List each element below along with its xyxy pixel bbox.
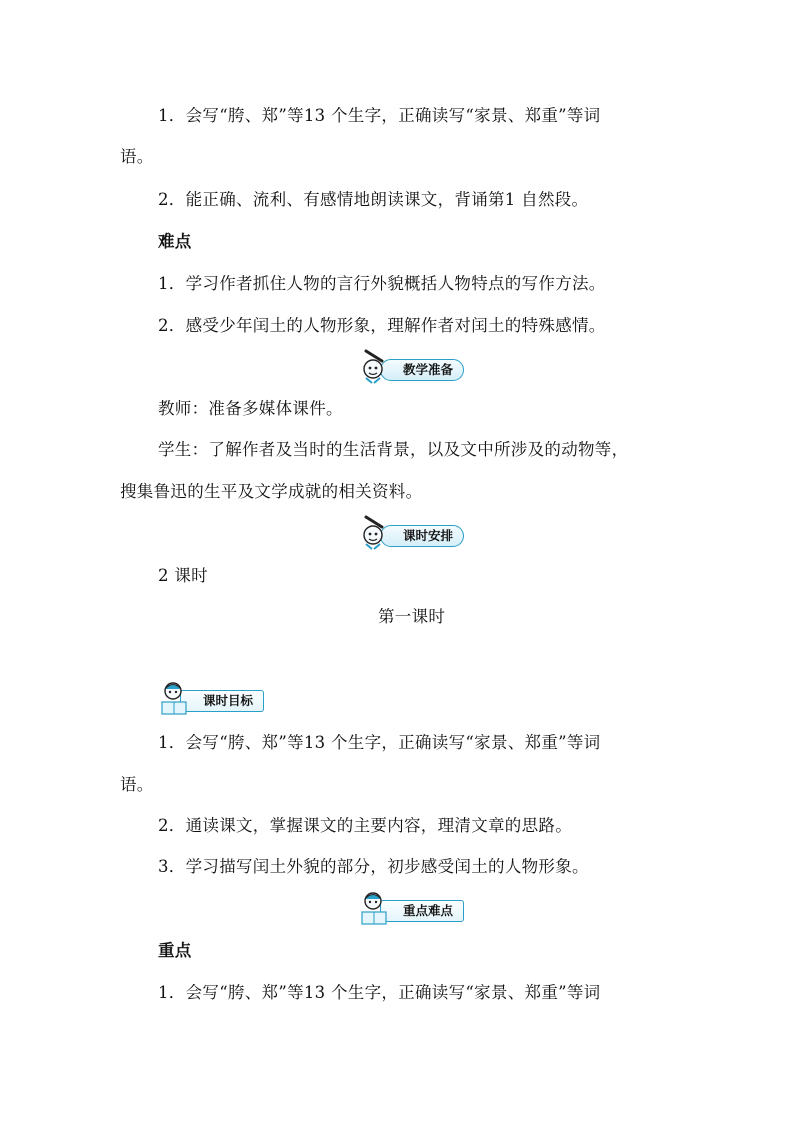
lesson-goal-line-1-cont: 语。 [120, 775, 154, 794]
key-points-heading: 重点 [158, 941, 192, 960]
schedule-pill: 课时安排 [380, 525, 464, 547]
pen-mascot-icon [358, 347, 392, 385]
pen-mascot-icon [358, 513, 392, 551]
prep-student-line-1: 学生：了解作者及当时的生活背景，以及文中所涉及的动物等， [158, 440, 629, 459]
lesson-goal-line-2: 2．通读课文，掌握课文的主要内容，理清文章的思路。 [158, 816, 572, 835]
teaching-prep-pill: 教学准备 [380, 359, 464, 381]
key-points-pill: 重点难点 [380, 900, 464, 922]
prep-teacher: 教师：准备多媒体课件。 [158, 399, 343, 418]
difficulty-heading: 难点 [158, 232, 192, 251]
key-points-badge [358, 898, 470, 924]
prep-student-line-2: 搜集鲁迅的生平及文学成就的相关资料。 [120, 482, 423, 501]
goal-line-2: 2．能正确、流利、有感情地朗读课文，背诵第1 自然段。 [158, 190, 589, 209]
lesson-goals-pill: 课时目标 [180, 690, 264, 712]
difficulty-line-2: 2．感受少年闰土的人物形象，理解作者对闰土的特殊感情。 [158, 316, 606, 335]
lesson-goal-line-1: 1．会写“胯、郑”等13 个生字，正确读写“家景、郑重”等词 [158, 733, 601, 752]
lesson-goals-badge [158, 688, 268, 714]
goal-line-1-cont: 语。 [120, 147, 154, 166]
goal-line-1: 1．会写“胯、郑”等13 个生字，正确读写“家景、郑重”等词 [158, 106, 601, 125]
difficulty-line-1: 1．学习作者抓住人物的言行外貌概括人物特点的写作方法。 [158, 274, 606, 293]
teaching-prep-badge [358, 357, 470, 383]
schedule-hours: 2 课时 [158, 566, 208, 585]
student-reading-icon [358, 888, 392, 926]
lesson-goal-line-3: 3．学习描写闰土外貌的部分，初步感受闰土的人物形象。 [158, 857, 589, 876]
student-reading-icon [158, 678, 192, 716]
lesson-title: 第一课时 [378, 607, 446, 626]
schedule-badge [358, 523, 470, 549]
key-point-line-1: 1．会写“胯、郑”等13 个生字，正确读写“家景、郑重”等词 [158, 983, 601, 1002]
